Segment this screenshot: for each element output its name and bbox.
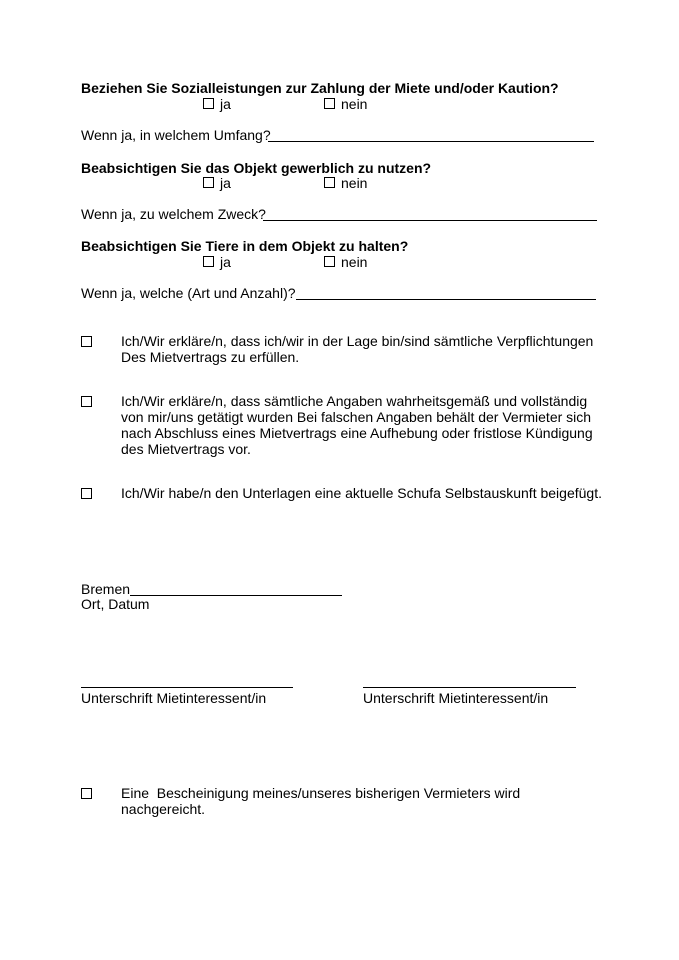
checkbox-icon [324, 177, 335, 188]
followup-label-purpose: Wenn ja, zu welchem Zweck? [81, 206, 266, 222]
checkbox-commercial-no[interactable]: nein [324, 175, 367, 191]
declaration-3-text: Ich/Wir habe/n den Unterlagen eine aktuelle Schufa Selbstauskunft beigefügt. [121, 485, 602, 501]
checkbox-social-no[interactable]: nein [324, 96, 367, 112]
declaration-1-checkbox[interactable] [81, 336, 92, 347]
declaration-3-checkbox[interactable] [81, 488, 92, 499]
question-pets: Beabsichtigen Sie Tiere in dem Objekt zu halten? [81, 238, 409, 254]
signature-label-1: Unterschrift Mietinteressent/in [81, 690, 267, 706]
checkbox-commercial-yes[interactable]: ja [203, 175, 231, 191]
checkbox-icon [324, 98, 335, 109]
declaration-2-text: Ich/Wir erkläre/n, dass sämtliche Angaben wahrheitsgemäß und vollständig von mir/uns getätigt wurden Bei falschen Angaben behält der Vermieter sich nach Abschluss eines Mietvertrags eine Aufhebung oder fristlose Kündigung des Mietvertrags vor. [121, 393, 593, 457]
place-value: Bremen [81, 581, 131, 597]
signature-line-1[interactable] [81, 687, 293, 688]
signature-label-2: Unterschrift Mietinteressent/in [363, 690, 549, 706]
final-note-text: Eine Bescheinigung meines/unseres bisherigen Vermieters wird nachgereicht. [121, 785, 525, 817]
purpose-input-line[interactable] [263, 220, 597, 221]
place-date-input-line[interactable] [130, 595, 342, 596]
checkbox-social-yes[interactable]: ja [203, 96, 231, 112]
checkbox-icon [203, 98, 214, 109]
checkbox-pets-no[interactable]: nein [324, 254, 367, 270]
question-social-benefits: Beziehen Sie Sozialleistungen zur Zahlung der Miete und/oder Kaution? [81, 80, 559, 96]
signature-line-2[interactable] [363, 687, 576, 688]
question-commercial-use: Beabsichtigen Sie das Objekt gewerblich zu nutzen? [81, 160, 432, 176]
place-date-label: Ort, Datum [81, 596, 150, 612]
checkbox-icon [324, 256, 335, 267]
declaration-1-text: Ich/Wir erkläre/n, dass ich/wir in der Lage bin/sind sämtliche Verpflichtungen Des Mietvertrags zu erfüllen. [121, 333, 594, 365]
checkbox-icon [203, 177, 214, 188]
pets-input-line[interactable] [296, 299, 596, 300]
declaration-2-checkbox[interactable] [81, 396, 92, 407]
checkbox-icon [203, 256, 214, 267]
final-note-checkbox[interactable] [81, 788, 92, 799]
extent-input-line[interactable] [268, 141, 594, 142]
checkbox-pets-yes[interactable]: ja [203, 254, 231, 270]
followup-label-pets: Wenn ja, welche (Art und Anzahl)? [81, 285, 296, 301]
followup-label-extent: Wenn ja, in welchem Umfang? [81, 127, 271, 143]
